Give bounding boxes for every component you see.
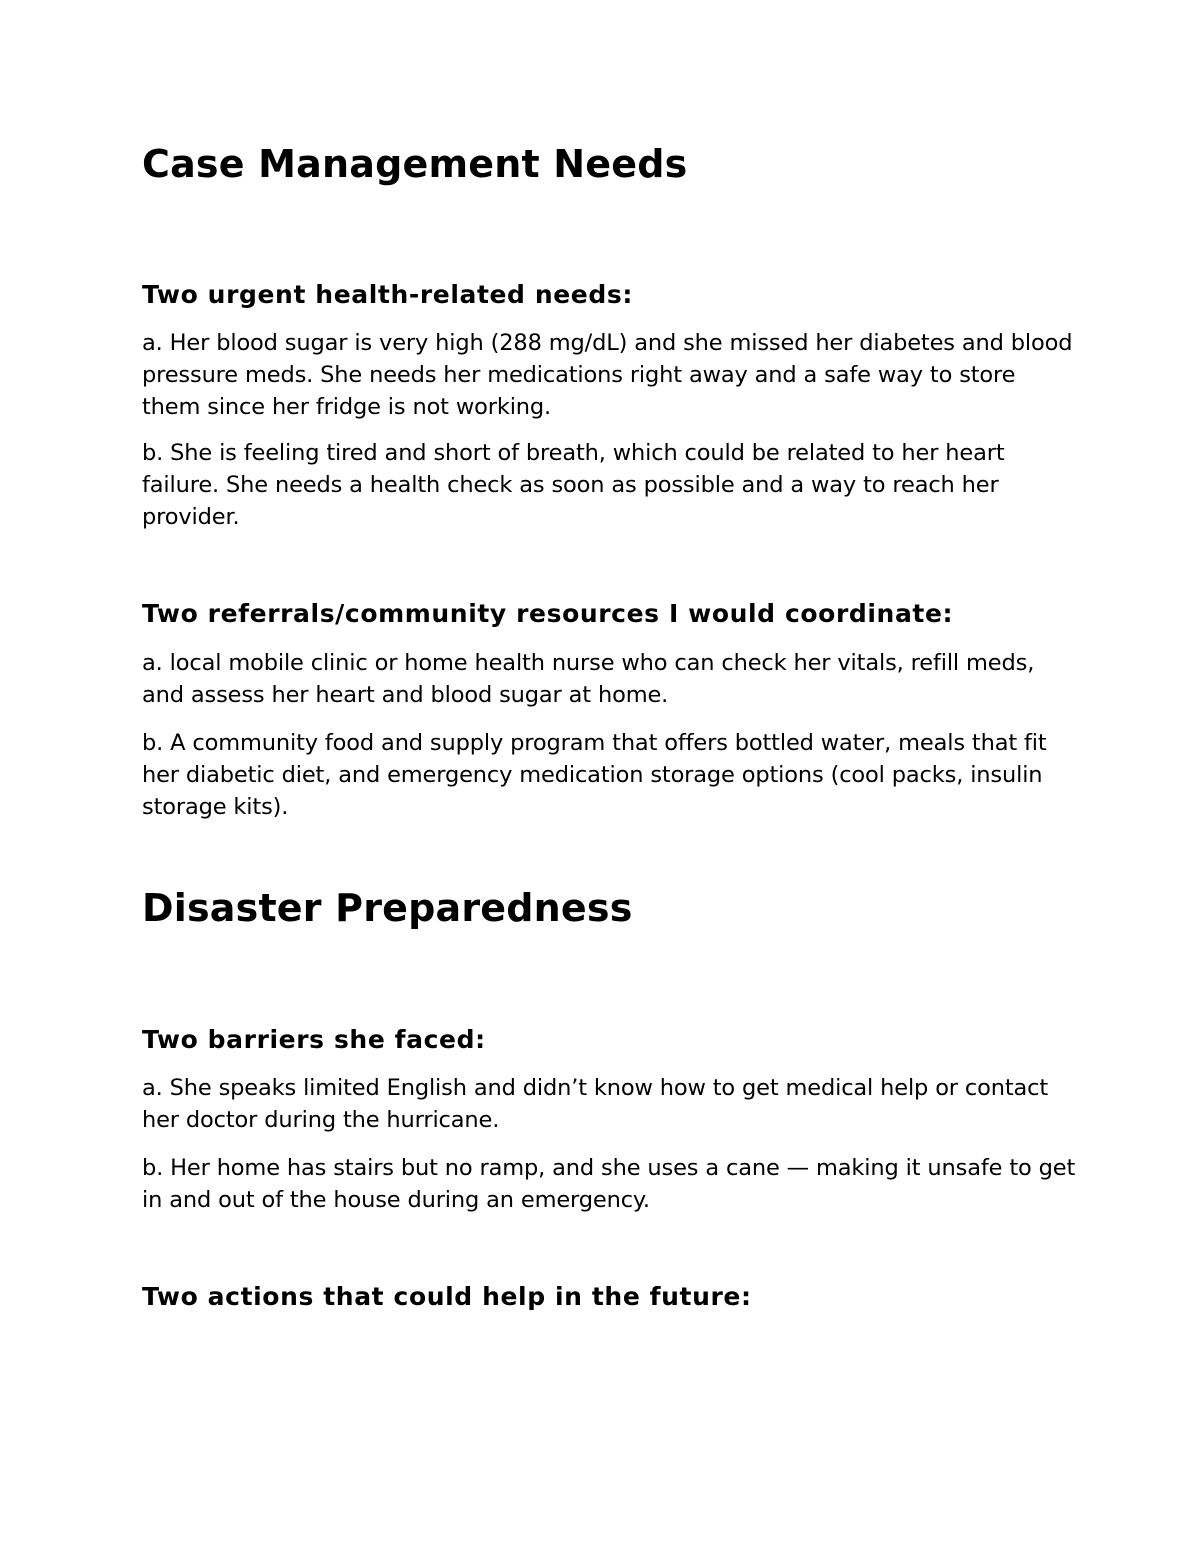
subheading-referrals: Two referrals/community resources I would coordinate: bbox=[142, 599, 954, 628]
barrier-a: a. She speaks limited English and didn’t know how to get medical help or contact her doctor during the hurricane. bbox=[142, 1075, 1049, 1133]
referral-b: b. A community food and supply program that offers bottled water, meals that fit her diabetic diet, and emergency medication storage options (cool packs, insulin storage kits). bbox=[142, 730, 1047, 820]
section-title-disaster-preparedness: Disaster Preparedness bbox=[142, 886, 633, 930]
subheading-future-actions: Two actions that could help in the future: bbox=[142, 1282, 752, 1311]
subheading-urgent-needs: Two urgent health-related needs: bbox=[142, 280, 633, 309]
referral-a: a. local mobile clinic or home health nurse who can check her vitals, refill meds, and assess her heart and blood sugar at home. bbox=[142, 650, 1035, 708]
urgent-need-b: b. She is feeling tired and short of breath, which could be related to her heart failure. She needs a health check as soon as possible and a way to reach her provider. bbox=[142, 440, 1005, 530]
subheading-barriers: Two barriers she faced: bbox=[142, 1025, 486, 1054]
urgent-need-a: a. Her blood sugar is very high (288 mg/dL) and she missed her diabetes and blood pressure meds. She needs her medications right away and a safe way to store them since her fridge is not working. bbox=[142, 330, 1073, 420]
section-title-case-management: Case Management Needs bbox=[142, 142, 688, 186]
barrier-b: b. Her home has stairs but no ramp, and she uses a cane — making it unsafe to get in and out of the house during an emergency. bbox=[142, 1155, 1076, 1213]
